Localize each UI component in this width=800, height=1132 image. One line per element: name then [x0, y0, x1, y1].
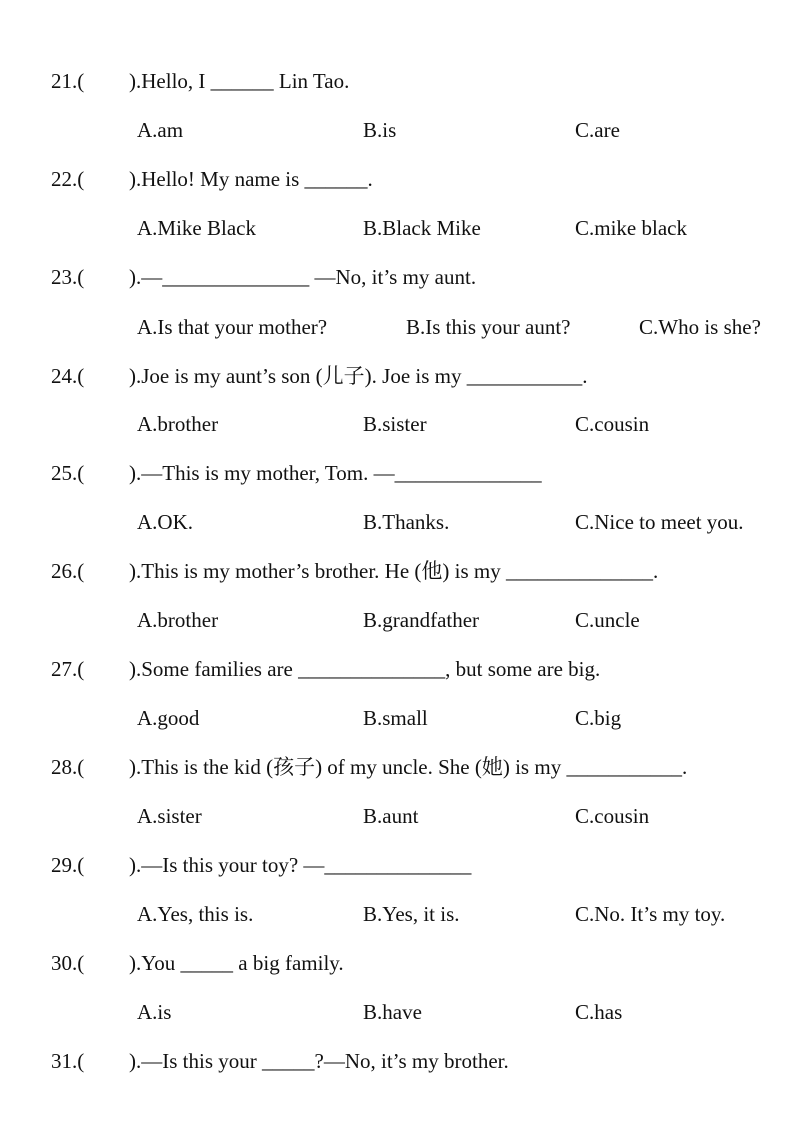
question-21: [51, 68, 349, 94]
options-24: [0, 411, 800, 437]
question-text: ).Hello, I ______ Lin Tao.: [129, 69, 350, 93]
options-21: [0, 117, 800, 143]
question-25: [51, 460, 542, 486]
question-number: 30.(: [51, 951, 85, 975]
option-a: A.Mike Black: [137, 216, 256, 240]
question-number: 21.(: [51, 69, 85, 93]
option-c: C.uncle: [575, 608, 640, 632]
question-text: ).This is the kid (孩子) of my uncle. She (她) is my ___________.: [129, 755, 688, 779]
question-text: ).—______________ —No, it’s my aunt.: [129, 265, 477, 289]
option-b: B.is: [363, 118, 397, 142]
option-b: B.Yes, it is.: [363, 902, 460, 926]
question-24: [51, 363, 587, 389]
option-b: B.Thanks.: [363, 510, 450, 534]
option-a: A.brother: [137, 608, 219, 632]
question-31: [51, 1048, 509, 1074]
options-28: [0, 803, 800, 829]
option-b: B.Is this your aunt?: [406, 315, 571, 339]
question-text: ).—Is this your toy? —______________: [129, 853, 472, 877]
question-22: [51, 166, 373, 192]
option-c: C.has: [575, 1000, 623, 1024]
option-a: A.good: [137, 706, 200, 730]
question-text: ).—Is this your _____?—No, it’s my brother.: [129, 1049, 509, 1073]
option-b: B.sister: [363, 412, 427, 436]
question-text: ).Some families are ______________, but some are big.: [129, 657, 601, 681]
question-text: ).—This is my mother, Tom. —______________: [129, 461, 542, 485]
options-26: [0, 607, 800, 633]
option-c: C.cousin: [575, 412, 650, 436]
options-29: [0, 901, 800, 927]
question-number: 29.(: [51, 853, 85, 877]
question-number: 27.(: [51, 657, 85, 681]
question-number: 26.(: [51, 559, 85, 583]
option-b: B.have: [363, 1000, 422, 1024]
option-a: A.Is that your mother?: [137, 315, 328, 339]
option-a: A.OK.: [137, 510, 193, 534]
options-25: [0, 509, 800, 535]
question-text: ).This is my mother’s brother. He (他) is my ______________.: [129, 559, 659, 583]
question-number: 24.(: [51, 364, 85, 388]
question-30: [51, 950, 344, 976]
option-a: A.am: [137, 118, 184, 142]
question-27: [51, 656, 600, 682]
question-number: 22.(: [51, 167, 85, 191]
options-23: [0, 314, 800, 340]
question-number: 25.(: [51, 461, 85, 485]
option-a: A.sister: [137, 804, 202, 828]
option-a: A.Yes, this is.: [137, 902, 254, 926]
question-number: 23.(: [51, 265, 85, 289]
question-number: 28.(: [51, 755, 85, 779]
option-c: C.cousin: [575, 804, 650, 828]
option-b: B.grandfather: [363, 608, 480, 632]
question-26: [51, 558, 658, 584]
question-28: [51, 754, 687, 780]
option-b: B.small: [363, 706, 428, 730]
option-c: C.mike black: [575, 216, 687, 240]
question-23: [51, 264, 476, 290]
option-b: B.aunt: [363, 804, 419, 828]
question-text: ).Hello! My name is ______.: [129, 167, 373, 191]
option-c: C.big: [575, 706, 622, 730]
question-29: [51, 852, 471, 878]
question-text: ).You _____ a big family.: [129, 951, 344, 975]
option-b: B.Black Mike: [363, 216, 481, 240]
options-22: [0, 215, 800, 241]
option-a: A.is: [137, 1000, 172, 1024]
question-number: 31.(: [51, 1049, 85, 1073]
option-c: C.No. It’s my toy.: [575, 902, 726, 926]
question-text: ).Joe is my aunt’s son (儿子). Joe is my ___________.: [129, 364, 588, 388]
options-27: [0, 705, 800, 731]
options-30: [0, 999, 800, 1025]
option-c: C.Who is she?: [639, 315, 761, 339]
option-c: C.Nice to meet you.: [575, 510, 744, 534]
option-a: A.brother: [137, 412, 219, 436]
option-c: C.are: [575, 118, 620, 142]
